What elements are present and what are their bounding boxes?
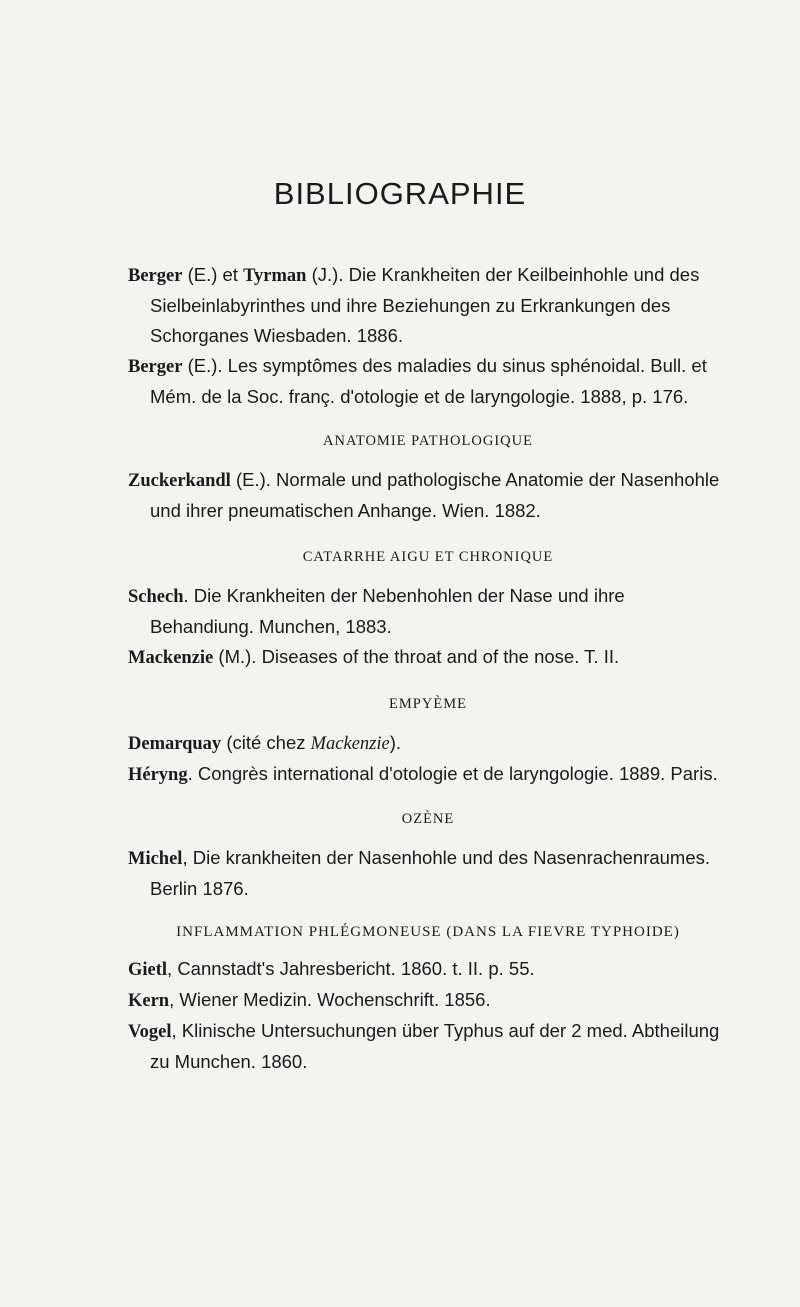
entry-author: Vogel	[128, 1022, 172, 1042]
entry-author: Zuckerkandl	[128, 471, 231, 491]
entry-text: , Wiener Medizin. Wochenschrift. 1856.	[169, 989, 491, 1010]
entry-author: Kern	[128, 991, 170, 1011]
entry-text: . Congrès international d'otologie et de laryngologie. 1889. Paris.	[187, 763, 718, 784]
entry-text: . Die Krankheiten der Nebenhohlen der Nase und ihre Behandiung. Munchen, 1883.	[150, 585, 625, 637]
bibliography-group-ozene	[128, 811, 728, 904]
entry-author: Héryng	[128, 765, 188, 785]
entry-text: (cité chez	[226, 732, 311, 753]
bibliography-entry	[128, 351, 728, 412]
bibliography-entry	[128, 642, 728, 673]
entry-text: , Klinische Untersuchungen über Typhus auf der 2 med. Abtheilung zu Munchen. 1860.	[150, 1020, 720, 1072]
bibliography-group-empyeme	[128, 696, 728, 790]
entry-italic-text: Mackenzie	[310, 734, 390, 754]
section-heading: ANATOMIE PATHOLOGIQUE	[323, 433, 533, 449]
section-heading: INFLAMMATION PHLÉGMONEUSE (DANS LA FIEVRE TYPHOIDE)	[176, 924, 680, 940]
bibliography-entry	[128, 759, 728, 790]
entry-author: Berger	[128, 266, 183, 286]
entry-author: Tyrman	[243, 266, 307, 286]
entry-author: Michel	[128, 849, 183, 869]
bibliography-entry	[128, 260, 728, 351]
section-heading: OZÈNE	[401, 811, 455, 827]
entry-author: Mackenzie	[128, 648, 214, 668]
entry-text: ).	[389, 732, 402, 753]
entry-text: (E.). Normale und pathologische Anatomie der Nasenhohle und ihrer pneumatischen Anhange. Wien. 1882.	[150, 469, 720, 521]
bibliography-entry	[128, 1016, 728, 1077]
entry-text: , Cannstadt's Jahresbericht. 1860. t. II. p. 55.	[167, 958, 535, 979]
section-heading: CATARRHE AIGU ET CHRONIQUE	[302, 549, 554, 565]
entry-text: (M.). Diseases of the throat and of the nose. T. II.	[218, 646, 620, 667]
bibliography-body	[128, 260, 728, 1077]
bibliography-entry	[128, 581, 728, 642]
bibliography-group-general	[128, 260, 728, 412]
bibliography-entry	[128, 843, 728, 904]
entry-author: Gietl	[128, 960, 168, 980]
entry-author: Berger	[128, 357, 183, 377]
bibliography-group-inflammation	[128, 924, 728, 1077]
bibliography-entry	[128, 728, 728, 759]
entry-text: (E.) et	[187, 264, 244, 285]
entry-text: (E.). Les symptômes des maladies du sinus sphénoidal. Bull. et Mém. de la Soc. franç. d'otologie et de laryngologie. 1888, p. 176.	[150, 355, 707, 407]
bibliography-entry	[128, 954, 728, 985]
entry-author: Demarquay	[128, 734, 222, 754]
entry-text: (J.). Die Krankheiten der Keilbeinhohle und des Sielbeinlabyrinthes und ihre Beziehungen zu Erkrankungen des Schorganes Wiesbaden. 1886.	[150, 264, 700, 346]
entry-author: Schech	[128, 587, 184, 607]
bibliography-entry	[128, 465, 728, 526]
section-heading: EMPYÈME	[389, 696, 467, 712]
bibliography-entry	[128, 985, 728, 1016]
page-title: BIBLIOGRAPHIE	[273, 176, 527, 211]
bibliography-group-catarrhe	[128, 549, 728, 673]
bibliography-group-anatomie	[128, 433, 728, 526]
entry-text: , Die krankheiten der Nasenhohle und des Nasenrachenraumes. Berlin 1876.	[150, 847, 711, 899]
